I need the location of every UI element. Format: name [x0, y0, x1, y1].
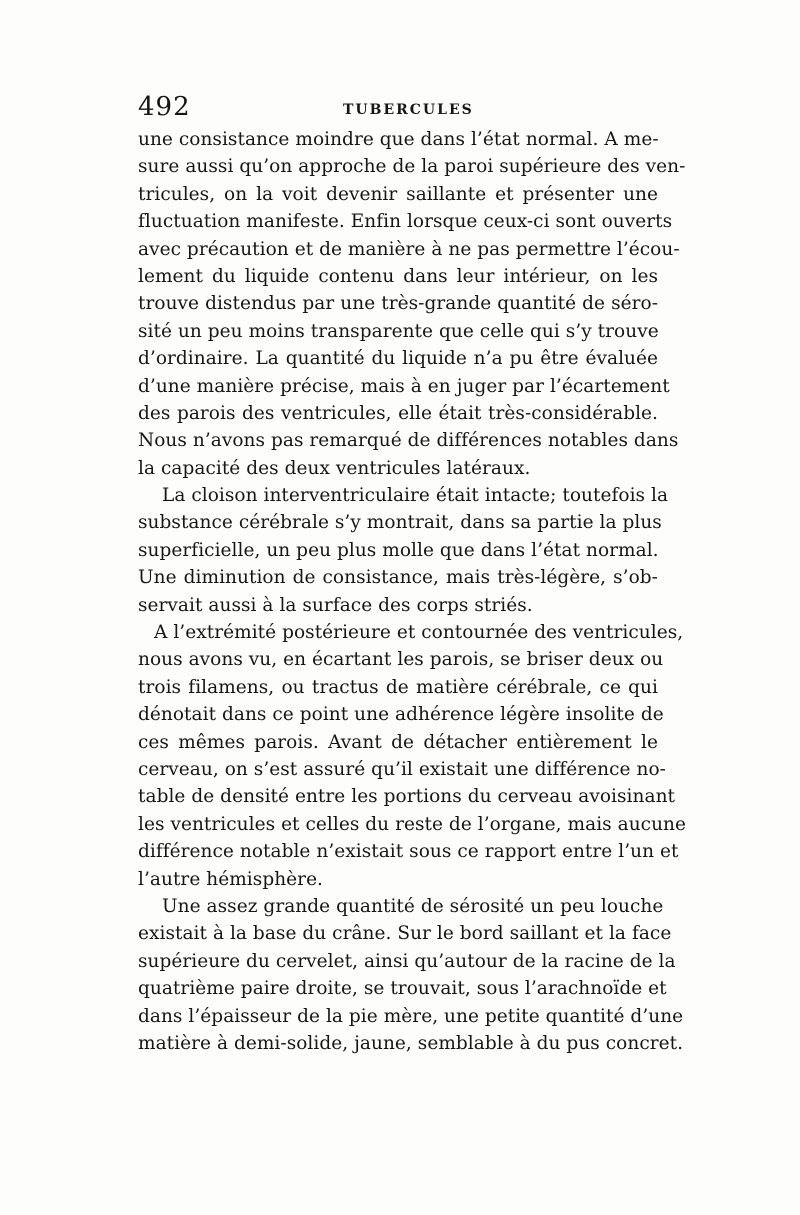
- text-line: servait aussi à la surface des corps striés.: [138, 594, 533, 616]
- page-header: [138, 88, 658, 128]
- text-line: trois filamens, ou tractus de matière cérébrale, ce qui: [138, 676, 658, 698]
- text-line: supérieure du cervelet, ainsi qu’autour de la racine de la: [138, 950, 676, 972]
- text-line: Une assez grande quantité de sérosité un peu louche: [162, 895, 664, 917]
- text-line: sure aussi qu’on approche de la paroi supérieure des ven-: [138, 156, 686, 178]
- running-title: TUBERCULES: [343, 102, 474, 118]
- text-line: fluctuation manifeste. Enfin lorsque ceux-ci sont ouverts: [138, 211, 673, 233]
- text-line: la capacité des deux ventricules latéraux.: [138, 457, 531, 479]
- text-line: superficielle, un peu plus molle que dans l’état normal.: [138, 539, 659, 561]
- text-line: les ventricules et celles du reste de l’organe, mais aucune: [138, 813, 687, 835]
- text-line: existait à la base du crâne. Sur le bord saillant et la face: [138, 923, 672, 945]
- text-line: A l’extrémité postérieure et contournée des ventricules,: [154, 622, 684, 644]
- text-line: ces mêmes parois. Avant de détacher entièrement le: [138, 731, 658, 753]
- text-line: table de densité entre les portions du cerveau avoisinant: [138, 786, 676, 808]
- text-line: tricules, on la voit devenir saillante et présenter une: [138, 183, 658, 205]
- text-line: sité un peu moins transparente que celle qui s’y trouve: [138, 320, 659, 342]
- text-line: avec précaution et de manière à ne pas permettre l’écou-: [138, 238, 680, 260]
- text-line: une consistance moindre que dans l’état normal. A me-: [138, 129, 659, 150]
- text-line: substance cérébrale s’y montrait, dans sa partie la plus: [138, 512, 662, 534]
- text-line: dénotait dans ce point une adhérence légère insolite de: [138, 704, 664, 726]
- text-line: d’une manière précise, mais à en juger par l’écartement: [138, 375, 670, 397]
- text-line: l’autre hémisphère.: [138, 868, 323, 890]
- paragraph-1: [138, 126, 686, 482]
- text-line: La cloison interventriculaire était intacte; toutefois la: [162, 485, 669, 507]
- text-line: Une diminution de consistance, mais très-légère, s’ob-: [138, 567, 658, 589]
- text-line: d’ordinaire. La quantité du liquide n’a pu être évaluée: [138, 348, 658, 370]
- paragraph-3: [138, 619, 687, 893]
- text-line: des parois des ventricules, elle était très-considérable.: [138, 402, 658, 424]
- text-line: nous avons vu, en écartant les parois, se briser deux ou: [138, 649, 664, 671]
- text-line: quatrième paire droite, se trouvait, sous l’arachnoïde et: [138, 978, 667, 1000]
- paragraph-2: [138, 482, 669, 619]
- text-line: matière à demi-solide, jaune, semblable à du pus concret.: [138, 1032, 684, 1054]
- text-line: trouve distendus par une très-grande quantité de séro-: [138, 293, 658, 315]
- page-number: 492: [138, 92, 191, 122]
- paragraph-4: [138, 893, 684, 1057]
- text-line: différence notable n’existait sous ce rapport entre l’un et: [138, 841, 679, 863]
- text-line: Nous n’avons pas remarqué de différences notables dans: [138, 430, 679, 452]
- text-line: dans l’épaisseur de la pie mère, une petite quantité d’une: [138, 1005, 684, 1027]
- text-line: cerveau, on s’est assuré qu’il existait une différence no-: [138, 758, 666, 780]
- text-line: lement du liquide contenu dans leur intérieur, on les: [138, 265, 658, 287]
- body-text: [138, 126, 687, 1057]
